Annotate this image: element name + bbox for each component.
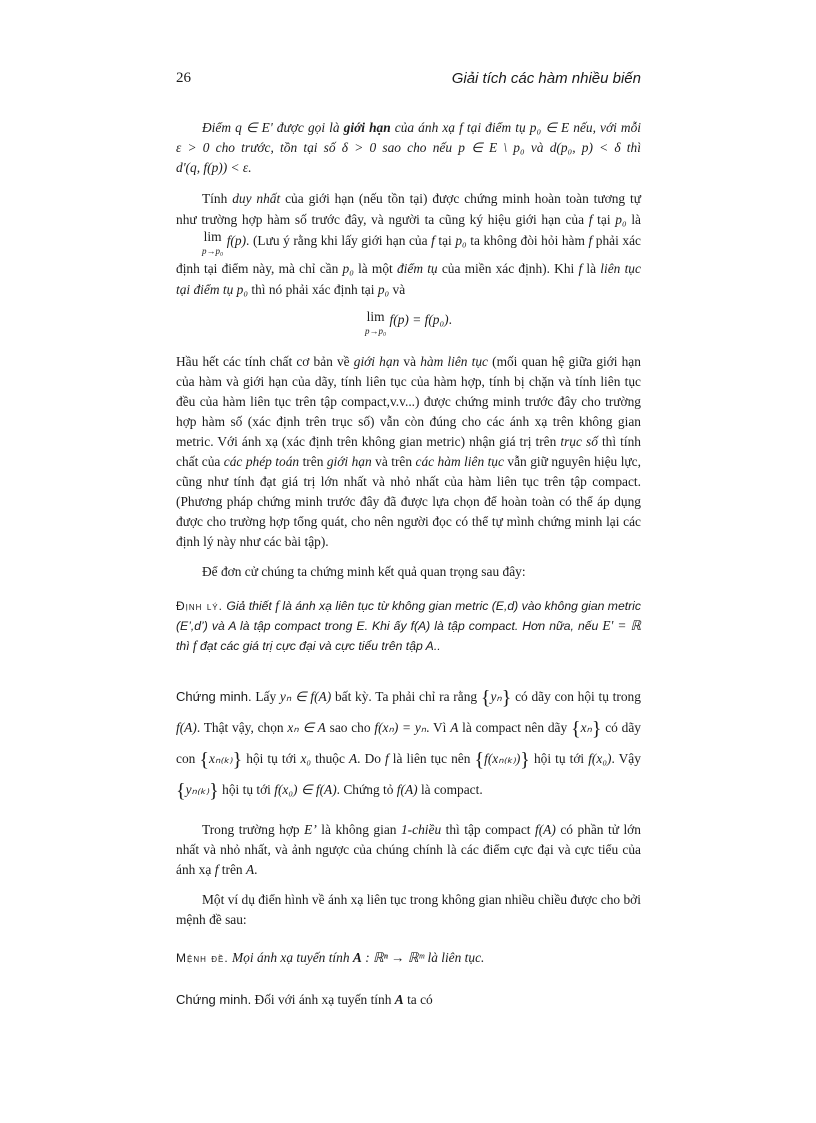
proof-label: Chứng minh. — [176, 689, 252, 704]
paragraph-properties: Hầu hết các tính chất cơ bản về giới hạn và hàm liên tục (mối quan hệ giữa giới hạn của hàm và giới hạn của dãy, tính liên tục của hàm hợp, tính bị chặn và tính liên tục đều của hàm liên tục trên tập compact,v.v...) được chứng minh trước đây cho trường hợp hàm số (xác định trên trục số) vẫn còn đúng cho các ánh xạ trên không gian metric. Với ánh xạ (xác định trên không gian metric) nhận giá trị trên trục số thì tính chất của các phép toán trên giới hạn và trên các hàm liên tục vẫn giữ nguyên hiệu lực, cũng như tính đạt giá trị lớn nhất và nhỏ nhất của hàm liên tục trên tập compact. (Phương pháp chứng minh trước đây đã được lựa chọn để hoàn toàn có thể áp dụng được cho trường hợp tổng quát, cho nên người đọc có thể tự mình chứng minh lại các định lý này như các bài tập). — [176, 354, 641, 549]
proof-proposition: Chứng minh. Đối với ánh xạ tuyến tính A ta có — [176, 992, 433, 1007]
proposition-label: Mệnh đề. — [176, 951, 229, 965]
theorem: Định lý. Giả thiết f là ánh xạ liên tục từ không gian metric (E,d) vào không gian metric (E’,d’) và A là tập compact trong E. Khi ấy f(A) là tập compact. Hơn nữa, nếu E' = ℝ thì f đạt các giá trị cực đại và cực tiểu trên tập A.. — [176, 598, 642, 653]
display-equation-continuity: lim p→p₀ f(p) = f(p₀). — [365, 309, 452, 336]
theorem-label: Định lý. — [176, 599, 223, 613]
proof-label-2: Chứng minh. — [176, 992, 252, 1007]
paragraph-uniqueness: Tính duy nhất của giới hạn (nếu tồn tại) được chứng minh hoàn toàn tương tự như trường hợp hàm số trước đây, và người ta cũng ký hiệu giới hạn của f tại p₀ là lim p→p₀ f(p). (Lưu ý rằng khi lấy giới hạn của f tại p₀ ta không đòi hỏi hàm f phải xác định tại điểm này, mà chỉ cần p₀ là một điểm tụ của miền xác định). Khi f là liên tục tại điểm tụ p₀ thì nó phải xác định tại p₀ và — [176, 191, 641, 297]
proposition: Mệnh đề. Mọi ánh xạ tuyến tính A : ℝⁿ → ℝᵐ là liên tục. — [176, 950, 485, 965]
paragraph-one-dimensional: Trong trường hợp E’ là không gian 1-chiều thì tập compact f(A) có phần tử lớn nhất và nhỏ nhất, và ảnh ngược của chúng chính là các điểm cực đại và cực tiểu của ánh xạ f trên A. — [176, 822, 641, 877]
paragraph-example-intro: Một ví dụ điển hình về ánh xạ liên tục trong không gian nhiều chiều được cho bởi mệnh đề sau: — [176, 892, 641, 927]
running-title: Giải tích các hàm nhiều biến — [451, 70, 641, 87]
page-header — [176, 70, 641, 94]
proof-theorem: Chứng minh. Lấy yₙ ∈ f(A) bất kỳ. Ta phải chỉ ra rằng {yₙ} có dãy con hội tụ trong f(A). Thật vậy, chọn xₙ ∈ A sao cho f(xₙ) = yₙ. Vì A là compact nên dãy {xₙ} có dãy con {xₙ₍ₖ₎} hội tụ tới x₀ thuộc A. Do f là liên tục nên {f(xₙ₍ₖ₎)} hội tụ tới f(x₀). Vậy {yₙ₍ₖ₎} hội tụ tới f(x₀) ∈ f(A). Chứng tỏ f(A) là compact. — [176, 687, 641, 802]
page-body — [176, 118, 641, 1020]
definition-limit: Điểm q ∈ E' được gọi là giới hạn của ánh xạ f tại điểm tụ p₀ ∈ E nếu, với mỗi ε > 0 cho trước, tồn tại số δ > 0 sao cho nếu p ∈ E \ p₀ và d(p₀, p) < δ thì d'(q, f(p)) < ε. — [176, 120, 641, 175]
page-number: 26 — [176, 70, 191, 86]
paragraph-intro-theorem: Để đơn cử chúng ta chứng minh kết quả quan trọng sau đây: — [202, 564, 526, 579]
